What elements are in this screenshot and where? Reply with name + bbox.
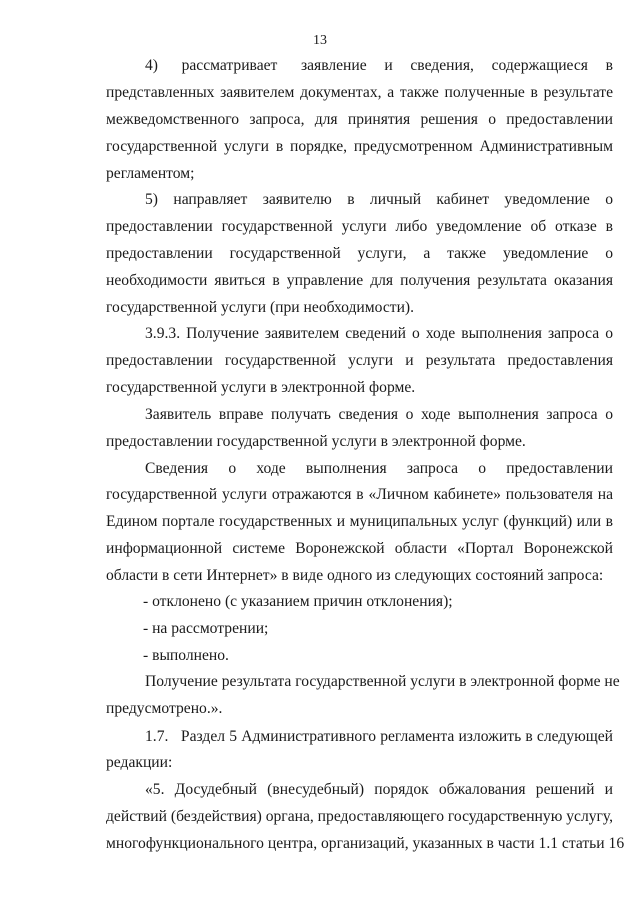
text-line: Получение результата государственной услуги в электронной форме не [145, 673, 620, 690]
list-item: - выполнено. [143, 647, 229, 664]
text-line: Сведения о ходе выполнения запроса о предоставлении [145, 460, 613, 477]
text-line: Заявитель вправе получать сведения о ходе выполнения запроса о [145, 406, 613, 423]
text-line: предоставлении государственной услуги в электронной форме. [106, 433, 526, 450]
text-line: предоставлении государственной услуги и результата предоставления [106, 352, 613, 369]
text-line: 1.7. Раздел 5 Административного регламента изложить в следующей [145, 728, 613, 745]
text-line: информационной системе Воронежской области «Портал Воронежской [106, 540, 613, 557]
page-number: 13 [313, 33, 327, 48]
text-line: области в сети Интернет» в виде одного из следующих состояний запроса: [106, 567, 604, 584]
text-line: 4) рассматривает заявление и сведения, содержащиеся в [145, 57, 613, 74]
text-line: предоставлении государственной услуги либо уведомление об отказе в [106, 218, 613, 235]
text-line: государственной услуги в порядке, предусмотренном Административным [106, 138, 613, 155]
text-line: представленных заявителем документах, а также полученные в результате [106, 84, 613, 101]
text-line: «5. Досудебный (внесудебный) порядок обжалования решений и [145, 781, 613, 798]
text-line: редакции: [106, 754, 173, 771]
text-line: 5) направляет заявителю в личный кабинет уведомление о [145, 191, 613, 208]
text-line: государственной услуги отражаются в «Личном кабинете» пользователя на [106, 486, 613, 503]
text-line: предусмотрено.». [106, 700, 223, 717]
list-item: - отклонено (с указанием причин отклонения); [143, 593, 453, 610]
text-line: необходимости явиться в управление для получения результата оказания [106, 272, 613, 289]
text-line: государственной услуги (при необходимости). [106, 299, 415, 316]
text-line: Едином портале государственных и муниципальных услуг (функций) или в [106, 513, 613, 530]
text-line: предоставлении государственной услуги, а также уведомление о [106, 245, 613, 262]
text-line: межведомственного запроса, для принятия решения о предоставлении [106, 111, 613, 128]
text-line: 3.9.3. Получение заявителем сведений о ходе выполнения запроса о [145, 325, 613, 342]
text-line: регламентом; [106, 165, 195, 182]
text-line: государственной услуги в электронной форме. [106, 379, 416, 396]
list-item: - на рассмотрении; [143, 620, 269, 637]
text-line: многофункционального центра, организаций, указанных в части 1.1 статьи 16 [106, 835, 625, 852]
text-line: действий (бездействия) органа, предоставляющего государственную услугу, [106, 808, 614, 825]
